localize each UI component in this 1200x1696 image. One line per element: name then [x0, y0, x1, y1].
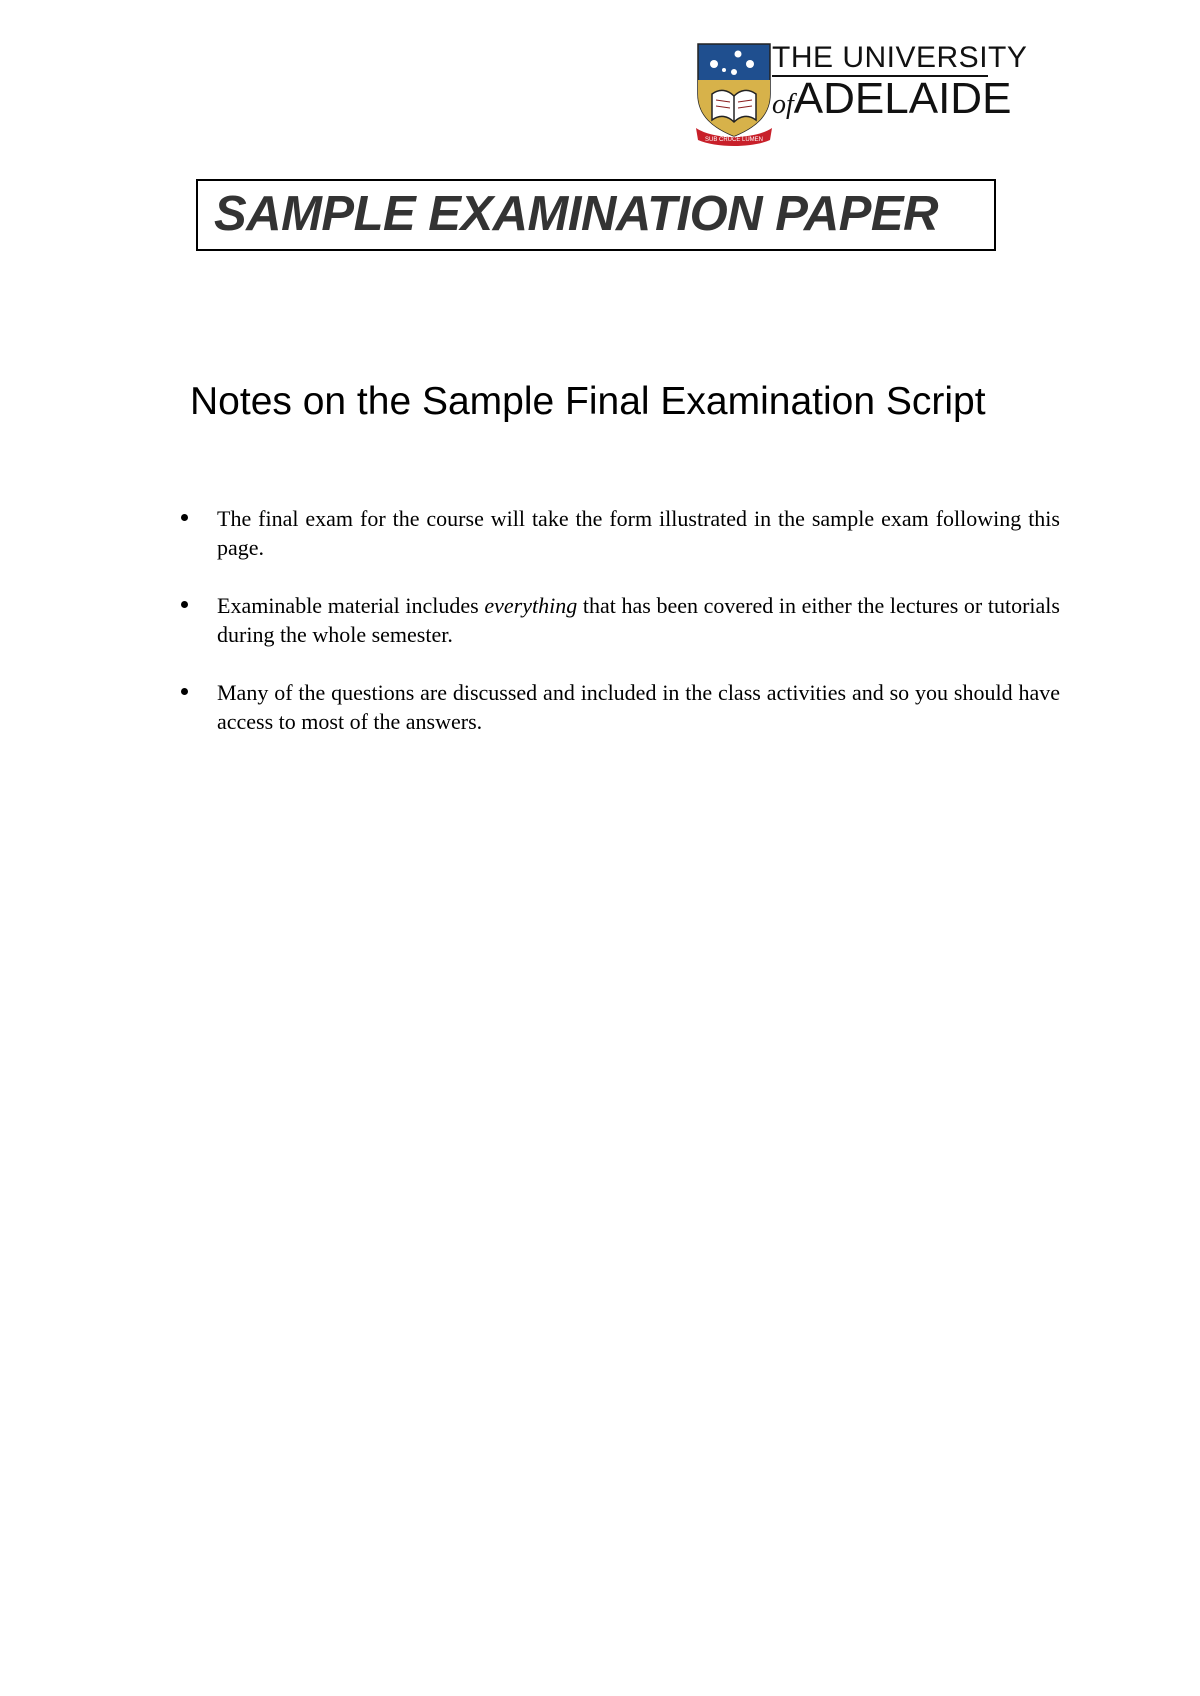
sample-exam-title-box: [196, 179, 996, 251]
logo-line-university: THE UNIVERSITY: [772, 41, 1028, 74]
university-crest-icon: [694, 42, 774, 148]
note-item-2: [176, 591, 1060, 649]
bullet-icon: [181, 601, 188, 608]
note-item-3: [176, 678, 1060, 736]
logo-line-adelaide: [772, 74, 1011, 134]
bullet-icon: [181, 514, 188, 521]
logo-name: ADELAIDE: [793, 74, 1012, 123]
note-emphasis: everything: [484, 593, 578, 618]
sample-exam-title: SAMPLE EXAMINATION PAPER: [214, 187, 938, 241]
note-text: Many of the questions are discussed and included in the class activities and so you should have access to most of the answers.: [217, 680, 1060, 734]
note-text: The final exam for the course will take the form illustrated in the sample exam following this page.: [217, 506, 1060, 560]
note-item-1: [176, 504, 1060, 562]
note-text-before: Examinable material includes: [217, 593, 485, 618]
bullet-icon: [181, 688, 188, 695]
note-text: [217, 591, 1060, 649]
notes-heading: Notes on the Sample Final Examination Script: [190, 380, 986, 423]
notes-list: [176, 504, 1060, 765]
crest-motto: SUB CRUCE LUMEN: [704, 137, 764, 143]
logo-of: of: [772, 89, 794, 120]
university-logo: [694, 41, 1028, 148]
note-text-after: that has been covered in either the lectures or tutorials during the whole semester.: [217, 593, 1060, 647]
